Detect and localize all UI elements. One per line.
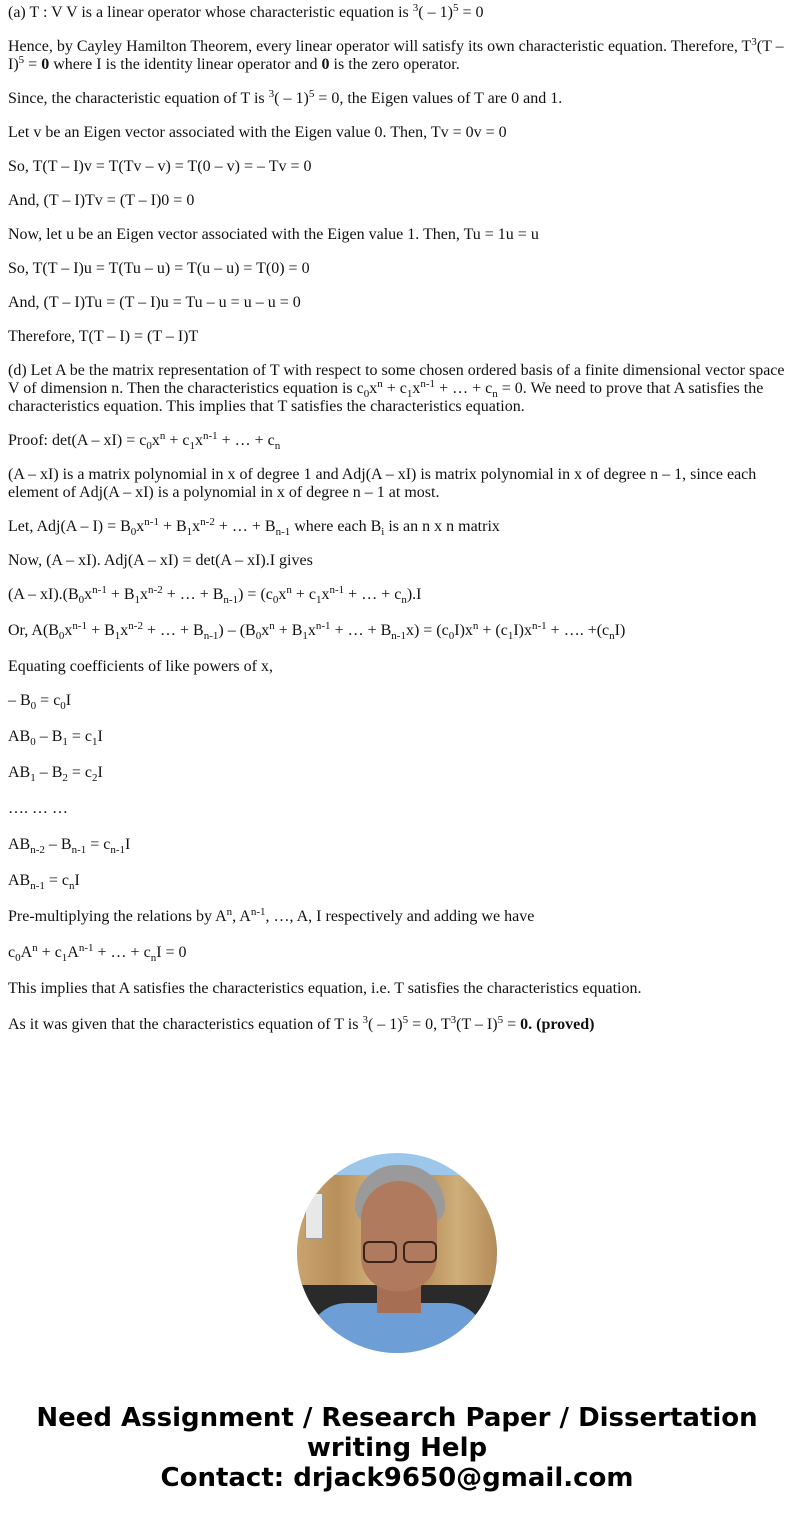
- paragraph-pre-multiplying: Pre-multiplying the relations by $A^n$, $A^{n-1}$, …, A, I respectively and adding we have: [8, 906, 535, 925]
- banner-line-1: Need Assignment / Research Paper / Dissertation: [36, 1403, 758, 1433]
- avatar-glasses-right: [403, 1241, 437, 1263]
- avatar-background-switchboard: [305, 1193, 323, 1239]
- paragraph-eigen-vector-u: Now, let u be an Eigen vector associated with the Eigen value 1. Then, Tu = 1u = u: [8, 226, 539, 243]
- paragraph-equating-coefficients: Equating coefficients of like powers of x,: [8, 658, 273, 675]
- equation-coefficient-n-1: $AB_{n-2} - B_{n-1} = c_{n-1}I$: [8, 836, 131, 856]
- paragraph-step-u2: And, (T – I)Tu = (T – I)u = Tu – u = u – u = 0: [8, 294, 301, 311]
- paragraph-proof-det: Proof: $\det(A - xI) = c_0x^n + c_1x^{n-1}$ + … + $c_n$: [8, 430, 281, 452]
- paragraph-implication: This implies that A satisfies the characteristics equation, i.e. T satisfies the characteristics equation.: [8, 980, 642, 997]
- equation-coefficient-n: $AB_{n-1} = c_nI$: [8, 872, 80, 892]
- paragraph-product-equation: $(A - xI).(B_0x^{n-1} + B_1x^{n-2}$ + … + $B_{n-1}) = (c_0x^n + c_1x^{n-1}$ + … + $c_n).I$: [8, 584, 422, 606]
- paragraph-step-v1: So, T(T – I)v = T(Tv – v) = T(0 – v) = – Tv = 0: [8, 158, 312, 175]
- equation-final-sum: $c_0A^n + c_1A^{n-1}$ + … + $c_nI = 0$: [8, 942, 187, 964]
- paragraph-part-d-statement: (d) Let A be the matrix representation of T with respect to some chosen ordered basis of a finite dimensional vector space V of dimension n. Then the characteristics equation is $c_0x^n + c_1x^{n-1}$ + … + $c_n = 0$. We need to prove that A satisfies the characteristics equation. This implies that T satisfies the characteristics equation.: [8, 362, 785, 415]
- paragraph-adjugate-identity: Now, (A – xI). Adj(A – xI) = det(A – xI).I gives: [8, 552, 313, 569]
- paragraph-step-u1: So, T(T – I)u = T(Tu – u) = T(u – u) = T(0) = 0: [8, 260, 310, 277]
- banner-line-2: writing Help: [306, 1433, 488, 1463]
- paragraph-part-a-statement: (a) T : V V is a linear operator whose characteristic equation is $^3$( – 1)$^5$ = 0: [8, 2, 484, 21]
- author-avatar: [297, 1153, 497, 1353]
- paragraph-matrix-polynomial: (A – xI) is a matrix polynomial in x of degree 1 and Adj(A – xI) is matrix polynomial in x of degree n – 1, since each element of Adj(A – xI) is a polynomial in x of degree n – 1 at most.: [8, 466, 757, 501]
- equation-coefficient-2: $AB_1 - B_2 = c_2I$: [8, 764, 103, 784]
- paragraph-adjugate-expansion: Let, $Adj(A - I) = B_0x^{n-1} + B_1x^{n-2}$ + … + $B_{n-1}$ where each $B_i$ is an n x n matrix: [8, 516, 500, 538]
- avatar-face: [361, 1181, 437, 1291]
- avatar-glasses-left: [363, 1241, 397, 1263]
- equation-ellipsis: …. … …: [8, 800, 68, 817]
- solution-document: [8, 0, 788, 1050]
- paragraph-expanded-equation: Or, $A(B_0x^{n-1} + B_1x^{n-2}$ + … + $B_{n-1}) - (B_0x^n + B_1x^{n-1}$ + … + $B_{n-1}x) = (c_0I)x^n + (c_1I)x^{n-1}$ + …. $+(c_nI)$: [8, 620, 626, 642]
- paragraph-eigen-values: Since, the characteristic equation of T is $^3$( – 1)$^5$ = 0, the Eigen values of T are 0 and 1.: [8, 88, 563, 107]
- paragraph-cayley-hamilton: Hence, by Cayley Hamilton Theorem, every linear operator will satisfy its own characteristic equation. Therefore, $T^3(T - I)^5 = 0$ where I is the identity linear operator and 0 is the zero operator.: [8, 36, 784, 73]
- equation-coefficient-1: $AB_0 - B_1 = c_1I$: [8, 728, 103, 748]
- equation-coefficient-0: – $B_0 = c_0I$: [8, 692, 72, 712]
- paragraph-conclusion-proved: As it was given that the characteristics equation of T is $^3$( – 1)$^5$ = 0, $T^3(T - I)^5 = 0$. (proved): [8, 1014, 595, 1033]
- paragraph-eigen-vector-v: Let v be an Eigen vector associated with the Eigen value 0. Then, Tv = 0v = 0: [8, 124, 507, 141]
- paragraph-commute-conclusion: Therefore, T(T – I) = (T – I)T: [8, 328, 199, 345]
- banner-contact-email: Contact: drjack9650@gmail.com: [160, 1463, 634, 1493]
- paragraph-step-v2: And, (T – I)Tv = (T – I)0 = 0: [8, 192, 195, 209]
- contact-banner: [0, 1403, 794, 1493]
